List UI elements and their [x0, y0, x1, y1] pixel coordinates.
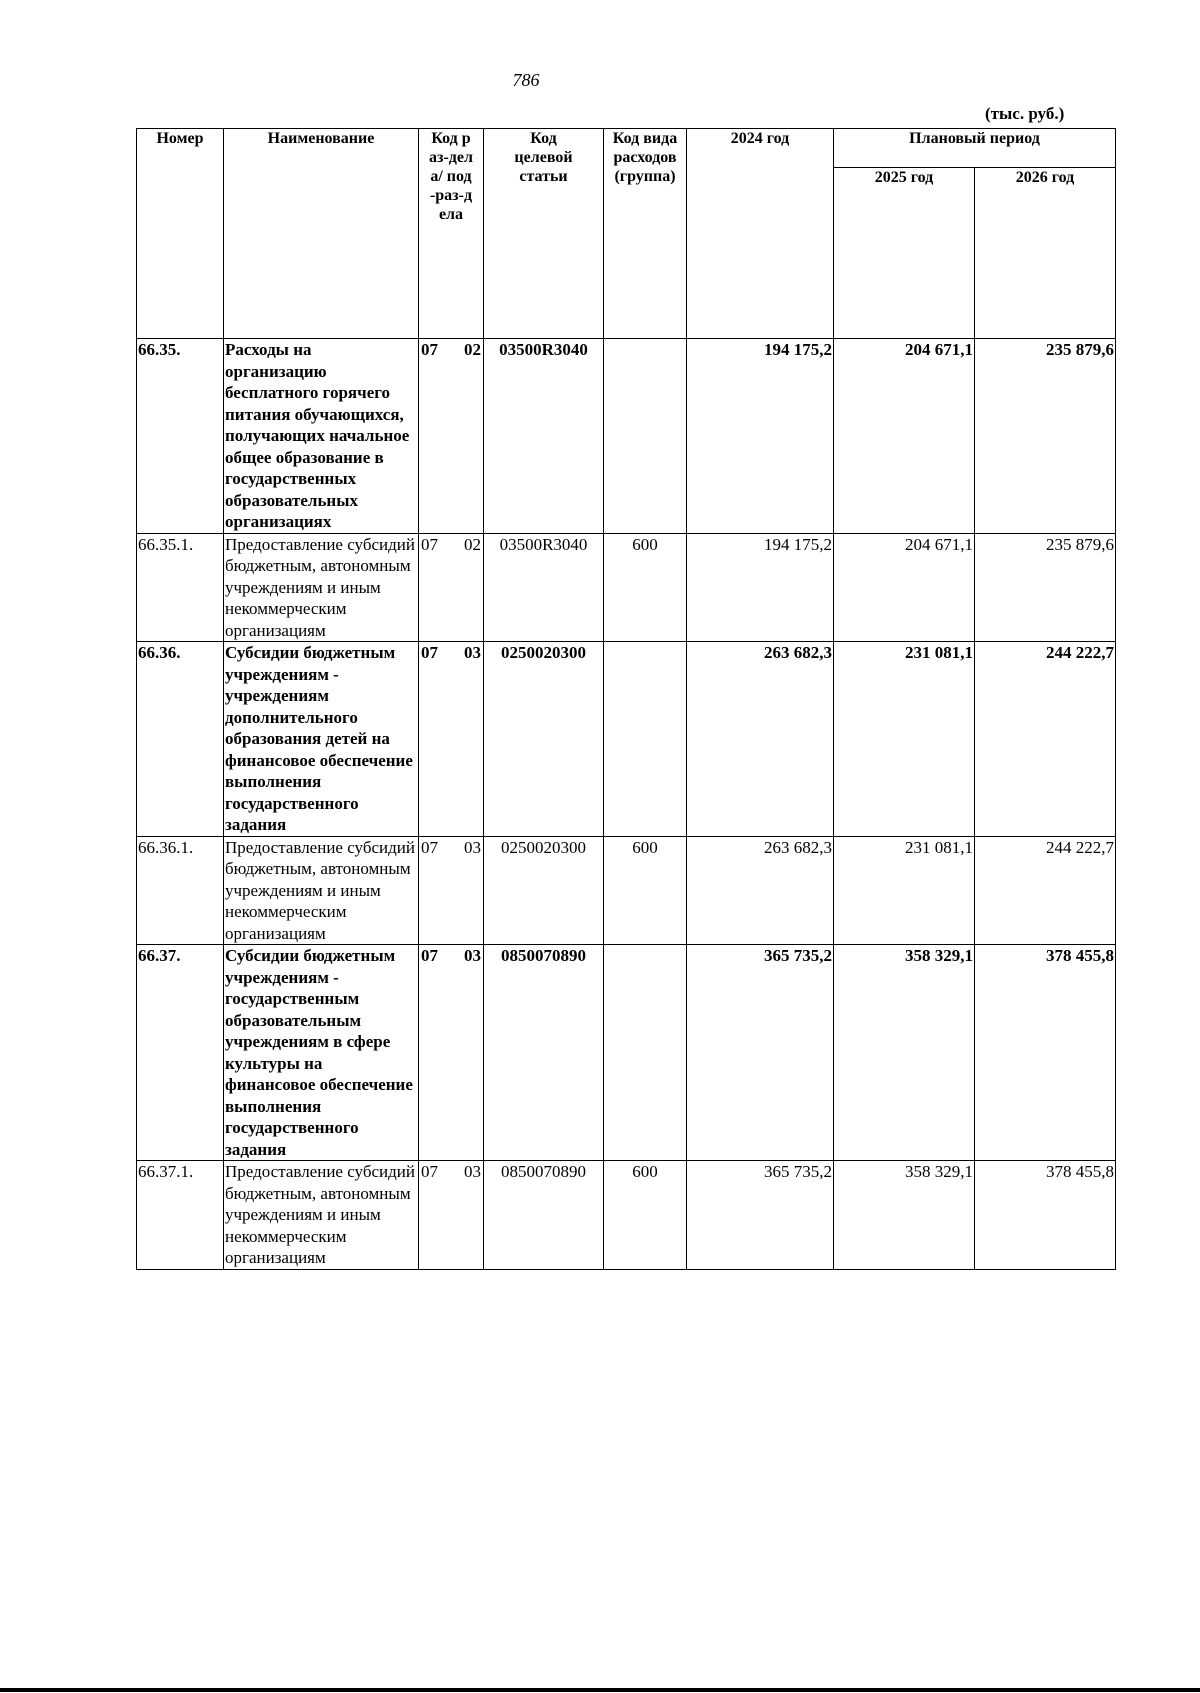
- page-number: 786: [512, 70, 540, 90]
- header-target-code: Код целевой статьи: [484, 129, 604, 339]
- row-subsection: 03: [464, 643, 481, 662]
- row-target-code: 0850070890: [484, 945, 604, 1161]
- page-bottom-rule: [0, 1688, 1200, 1692]
- row-section-code: [419, 945, 484, 1161]
- row-value-2025: 358 329,1: [834, 945, 975, 1161]
- row-expense-type: 600: [604, 533, 687, 642]
- row-number: 66.35.: [137, 339, 224, 534]
- row-value-2024: 365 735,2: [687, 1161, 834, 1270]
- header-number: Номер: [137, 129, 224, 339]
- row-number: 66.36.: [137, 642, 224, 837]
- row-value-2024: 365 735,2: [687, 945, 834, 1161]
- row-value-2024: 194 175,2: [687, 533, 834, 642]
- row-value-2026: 378 455,8: [975, 945, 1116, 1161]
- budget-table: [136, 128, 1116, 1270]
- row-section: 07: [421, 534, 438, 554]
- row-section: 07: [421, 340, 438, 359]
- row-section-code: [419, 642, 484, 837]
- header-year-2025: 2025 год: [834, 168, 975, 339]
- row-name: Расходы на организацию бесплатного горячего питания обучающихся, получающих начальное общее образование в государственных образовательных организациях: [224, 339, 419, 534]
- row-section: 07: [421, 837, 438, 857]
- row-value-2024: 263 682,3: [687, 836, 834, 945]
- row-section-code: [419, 836, 484, 945]
- row-value-2025: 204 671,1: [834, 533, 975, 642]
- row-value-2025: 204 671,1: [834, 339, 975, 534]
- header-planned-period: Плановый период: [834, 129, 1116, 168]
- table-row: [137, 339, 1116, 534]
- row-value-2026: 378 455,8: [975, 1161, 1116, 1270]
- row-name: Субсидии бюджетным учреждениям - государственным образовательным учреждениям в сфере культуры на финансовое обеспечение выполнения государственного задания: [224, 945, 419, 1161]
- row-subsection: 03: [464, 1162, 481, 1181]
- row-value-2024: 263 682,3: [687, 642, 834, 837]
- row-value-2025: 358 329,1: [834, 1161, 975, 1270]
- row-number: 66.37.: [137, 945, 224, 1161]
- budget-body: [137, 339, 1116, 1270]
- units-label: (тыс. руб.): [985, 104, 1065, 123]
- row-expense-type: [604, 945, 687, 1161]
- row-expense-type: [604, 642, 687, 837]
- table-row: [137, 642, 1116, 837]
- table-row: [137, 1161, 1116, 1270]
- row-section-code: [419, 1161, 484, 1270]
- row-name: Предоставление субсидий бюджетным, автономным учреждениям и иным некоммерческим организациям: [224, 533, 419, 642]
- row-number: 66.36.1.: [137, 836, 224, 945]
- row-value-2025: 231 081,1: [834, 836, 975, 945]
- row-subsection: 02: [464, 534, 481, 554]
- header-year-2026: 2026 год: [975, 168, 1116, 339]
- row-target-code: 0850070890: [484, 1161, 604, 1270]
- header-expense-type: Код вида расходов (группа): [604, 129, 687, 339]
- row-name: Предоставление субсидий бюджетным, автономным учреждениям и иным некоммерческим организациям: [224, 836, 419, 945]
- table-row: [137, 945, 1116, 1161]
- row-expense-type: [604, 339, 687, 534]
- row-target-code: 03500R3040: [484, 533, 604, 642]
- row-value-2026: 235 879,6: [975, 533, 1116, 642]
- row-target-code: 0250020300: [484, 642, 604, 837]
- row-value-2024: 194 175,2: [687, 339, 834, 534]
- row-expense-type: 600: [604, 836, 687, 945]
- row-section: 07: [421, 946, 438, 965]
- row-section: 07: [421, 643, 438, 662]
- row-value-2026: 244 222,7: [975, 642, 1116, 837]
- table-row: [137, 533, 1116, 642]
- header-year-2024: 2024 год: [687, 129, 834, 339]
- row-section-code: [419, 533, 484, 642]
- row-section: 07: [421, 1162, 438, 1181]
- row-section-code: [419, 339, 484, 534]
- row-value-2025: 231 081,1: [834, 642, 975, 837]
- table-row: [137, 836, 1116, 945]
- row-subsection: 02: [464, 340, 481, 359]
- row-expense-type: 600: [604, 1161, 687, 1270]
- row-number: 66.35.1.: [137, 533, 224, 642]
- header-section-code: Код раз-дела/ под-раз-дела: [419, 129, 484, 339]
- row-target-code: 0250020300: [484, 836, 604, 945]
- row-number: 66.37.1.: [137, 1161, 224, 1270]
- header-name: Наименование: [224, 129, 419, 339]
- row-subsection: 03: [464, 946, 481, 965]
- row-value-2026: 244 222,7: [975, 836, 1116, 945]
- row-name: Предоставление субсидий бюджетным, автономным учреждениям и иным некоммерческим организациям: [224, 1161, 419, 1270]
- row-value-2026: 235 879,6: [975, 339, 1116, 534]
- row-target-code: 03500R3040: [484, 339, 604, 534]
- row-subsection: 03: [464, 837, 481, 857]
- row-name: Субсидии бюджетным учреждениям - учреждениям дополнительного образования детей на финансовое обеспечение выполнения государственного задания: [224, 642, 419, 837]
